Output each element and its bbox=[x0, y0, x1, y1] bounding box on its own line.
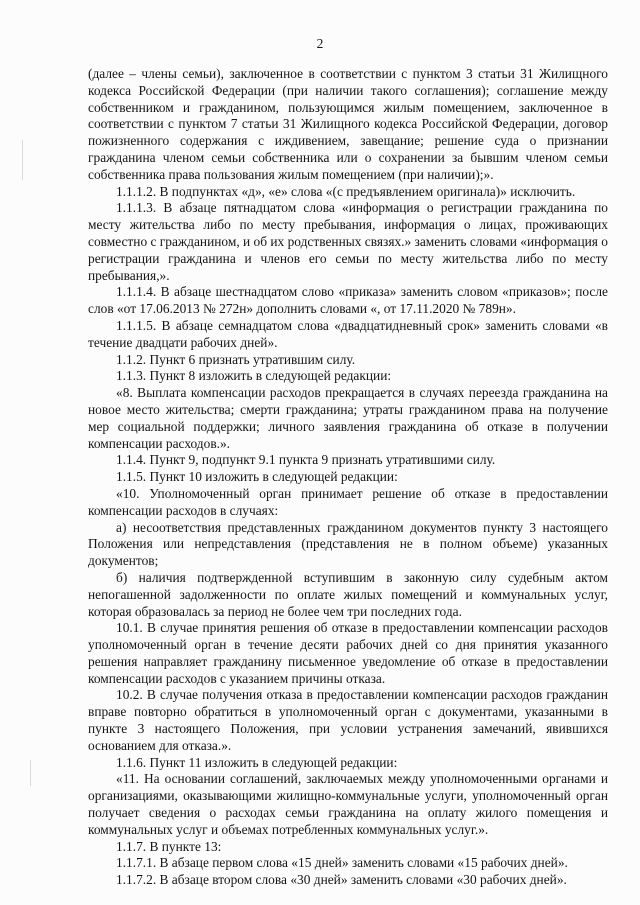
paragraph-point-10-b: б) наличия подтвержденной вступившим в законную силу судебным актом непогашенной задолженности по оплате жилых помещений и коммунальных услуг, которая образовалась за период не более чем три последних года. bbox=[88, 569, 608, 619]
page-number: 2 bbox=[316, 36, 324, 51]
paragraph-1-1-7-2: 1.1.7.2. В абзаце втором слова «30 дней» заменить словами «30 рабочих дней». bbox=[116, 872, 567, 888]
paragraph-point-10-1: 10.1. В случае принятия решения об отказе в предоставлении компенсации расходов уполномоченный орган в течение десяти рабочих дней со дня принятия указанного решения направляет гражданину письменное уведомление об отказе в предоставлении компенсации расходов с указанием причины отказа. bbox=[88, 620, 608, 686]
paragraph-point-10-2: 10.2. В случае получения отказа в предоставлении компенсации расходов гражданин вправе повторно обратиться в уполномоченный орган с документами, указанными в пункте 3 настоящего Положения, при условии устранения замечаний, явившихся основанием для отказа.». bbox=[88, 687, 608, 753]
paragraph-1-1-7-1: 1.1.7.1. В абзаце первом слова «15 дней» заменить словами «15 рабочих дней». bbox=[116, 855, 568, 871]
paragraph-1-1-4: 1.1.4. Пункт 9, подпункт 9.1 пункта 9 признать утратившими силу. bbox=[116, 452, 496, 468]
paragraph-1-1-1-3: 1.1.1.3. В абзаце пятнадцатом слова «информация о регистрации гражданина по месту жительства либо по месту пребывания, информация о лицах, проживающих совместно с гражданином, и об их родственных связях.» заменить словами «информация о регистрации гражданина и членов его семьи по месту жительства либо по месту пребывания,». bbox=[88, 200, 608, 283]
scan-artifact bbox=[30, 760, 31, 786]
paragraph-1-1-1-5: 1.1.1.5. В абзаце семнадцатом слова «двадцатидневный срок» заменить словами «в течение двадцати рабочих дней». bbox=[88, 317, 608, 350]
paragraph-point-11: «11. На основании соглашений, заключаемых между уполномоченными органами и организациями, оказывающими жилищно-коммунальные услуги, уполномоченный орган получает сведения о расходах семьи гражданина на оплату жилого помещения и коммунальных услуг и объемах потребленных коммунальных услуг.». bbox=[88, 771, 608, 837]
paragraph-1-1-5: 1.1.5. Пункт 10 изложить в следующей редакции: bbox=[116, 469, 398, 485]
paragraph-1-1-1-2: 1.1.1.2. В подпунктах «д», «е» слова «(с предъявлением оригинала)» исключить. bbox=[116, 183, 576, 199]
scan-artifact bbox=[22, 140, 23, 180]
paragraph-1-1-6: 1.1.6. Пункт 11 изложить в следующей редакции: bbox=[116, 754, 398, 770]
paragraph-1-1-3: 1.1.3. Пункт 8 изложить в следующей редакции: bbox=[116, 368, 392, 384]
paragraph-continuation: (далее – члены семьи), заключенное в соответствии с пунктом 3 статьи 31 Жилищного кодекса Российской Федерации (при наличии такого соглашения); соглашение между собственником и гражданином, пользующимся жилым помещением, заключенное в соответствии с пунктом 7 статьи 31 Жилищного кодекса Российской Федерации, договор пожизненного содержания с иждивением, завещание; решение суда о признании гражданина членом семьи собственника или о сохранении за бывшим членом семьи собственника права пользования жилым помещением (при наличии);». bbox=[88, 66, 608, 182]
paragraph-1-1-1-4: 1.1.1.4. В абзаце шестнадцатом слово «приказа» заменить словом «приказов»; после слов «от 17.06.2013 № 272н» дополнить словами «, от 17.11.2020 № 789н». bbox=[88, 284, 608, 317]
paragraph-1-1-2: 1.1.2. Пункт 6 признать утратившим силу. bbox=[116, 351, 356, 367]
paragraph-point-10-a: а) несоответствия представленных гражданином документов пункту 3 настоящего Положения или непредставления (представления не в полном объеме) указанных документов; bbox=[88, 519, 608, 569]
paragraph-point-8: «8. Выплата компенсации расходов прекращается в случаях переезда гражданина на новое место жительства; смерти гражданина; утраты гражданином права на получение мер социальной поддержки; личного заявления гражданина об отказе в получении компенсации расходов.». bbox=[88, 385, 608, 451]
document-body bbox=[88, 66, 608, 889]
paragraph-1-1-7: 1.1.7. В пункте 13: bbox=[116, 838, 222, 854]
paragraph-point-10: «10. Уполномоченный орган принимает решение об отказе в предоставлении компенсации расходов в случаях: bbox=[88, 485, 608, 518]
